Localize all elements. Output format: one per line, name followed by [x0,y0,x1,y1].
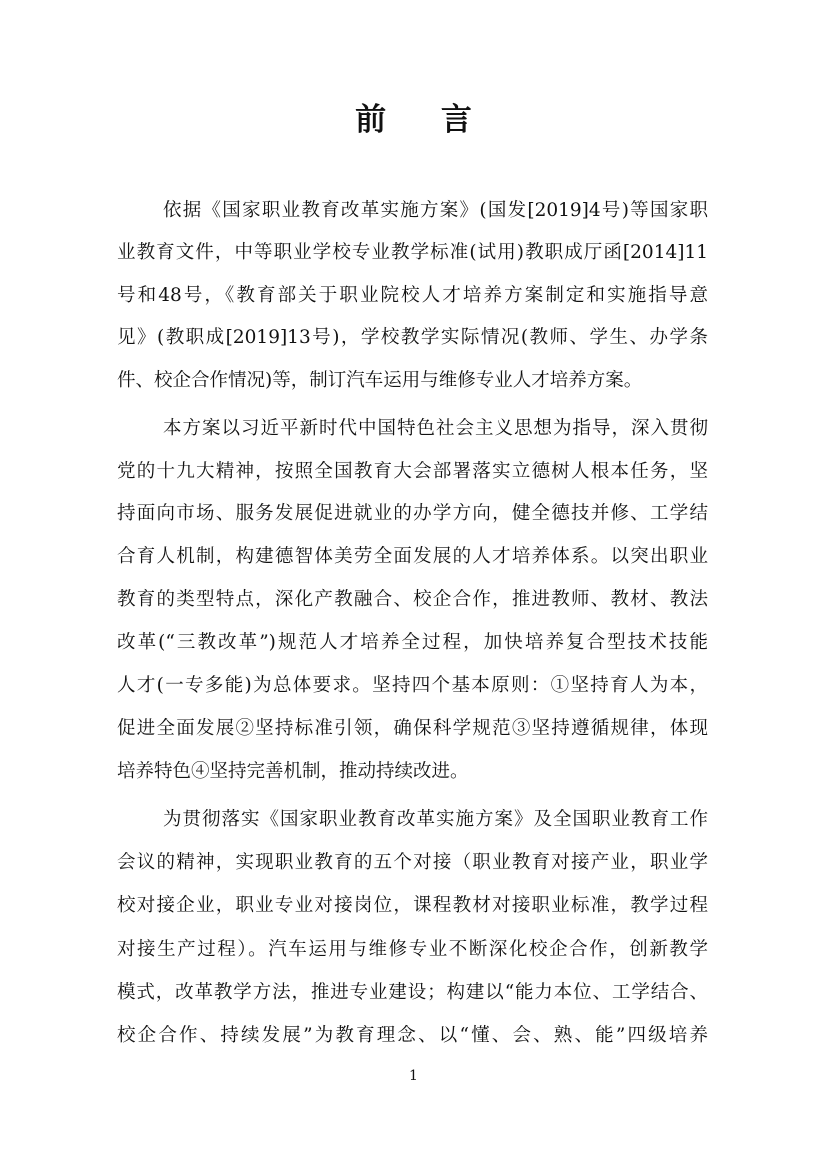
paragraph-3-line-6: 校企合作、持续发展”为教育理念、以“懂、会、熟、能”四级培养 [117,1025,708,1046]
paragraph-2-line-3: 持面向市场、服务发展促进就业的办学方向，健全德技并修、工学结 [117,503,708,524]
paragraph-3-line-2: 会议的精神，实现职业教育的五个对接（职业教育对接产业，职业学 [117,852,708,873]
paragraph-3-line-4: 对接生产过程）。汽车运用与维修专业不断深化校企合作，创新教学 [117,939,708,960]
paragraph-2-line-4: 合育人机制，构建德智体美劳全面发展的人才培养体系。以突出职业 [117,546,708,567]
paragraph-2-line-1: 本方案以习近平新时代中国特色社会主义思想为指导，深入贯彻 [163,418,708,439]
paragraph-1-line-3: 号和48号，《教育部关于职业院校人才培养方案制定和实施指导意 [117,285,708,306]
paragraph-1-line-1: 依据《国家职业教育改革实施方案》(国发[2019]4号)等国家职 [163,200,708,221]
paragraph-1-line-5: 件、校企合作情况)等，制订汽车运用与维修专业人才培养方案。 [117,370,643,391]
paragraph-2-line-5: 教育的类型特点，深化产教融合、校企合作，推进教师、教材、教法 [117,589,708,610]
paragraph-3-line-1: 为贯彻落实《国家职业教育改革实施方案》及全国职业教育工作 [163,809,708,830]
paragraph-2-line-6: 改革(“三教改革”)规范人才培养全过程，加快培养复合型技术技能 [117,632,708,653]
paragraph-3-line-5: 模式，改革教学方法，推进专业建设；构建以“能力本位、工学结合、 [117,982,708,1003]
page-title: 前 言 [355,102,494,138]
paragraph-1-line-2: 业教育文件，中等职业学校专业教学标准(试用)教职成厅函[2014]11 [117,242,708,263]
paragraph-2-line-2: 党的十九大精神，按照全国教育大会部署落实立德树人根本任务，坚 [117,461,708,482]
page-number: 1 [409,1068,418,1084]
paragraph-1-line-4: 见》(教职成[2019]13号)，学校教学实际情况(教师、学生、办学条 [117,327,708,348]
paragraph-2-line-7: 人才(一专多能)为总体要求。坚持四个基本原则：①坚持育人为本， [117,675,708,696]
paragraph-2-line-8: 促进全面发展②坚持标准引领，确保科学规范③坚持遵循规律，体现 [117,718,708,739]
paragraph-3-line-3: 校对接企业，职业专业对接岗位，课程教材对接职业标准，教学过程 [117,895,708,916]
paragraph-2-line-9: 培养特色④坚持完善机制，推动持续改进。 [117,761,469,782]
